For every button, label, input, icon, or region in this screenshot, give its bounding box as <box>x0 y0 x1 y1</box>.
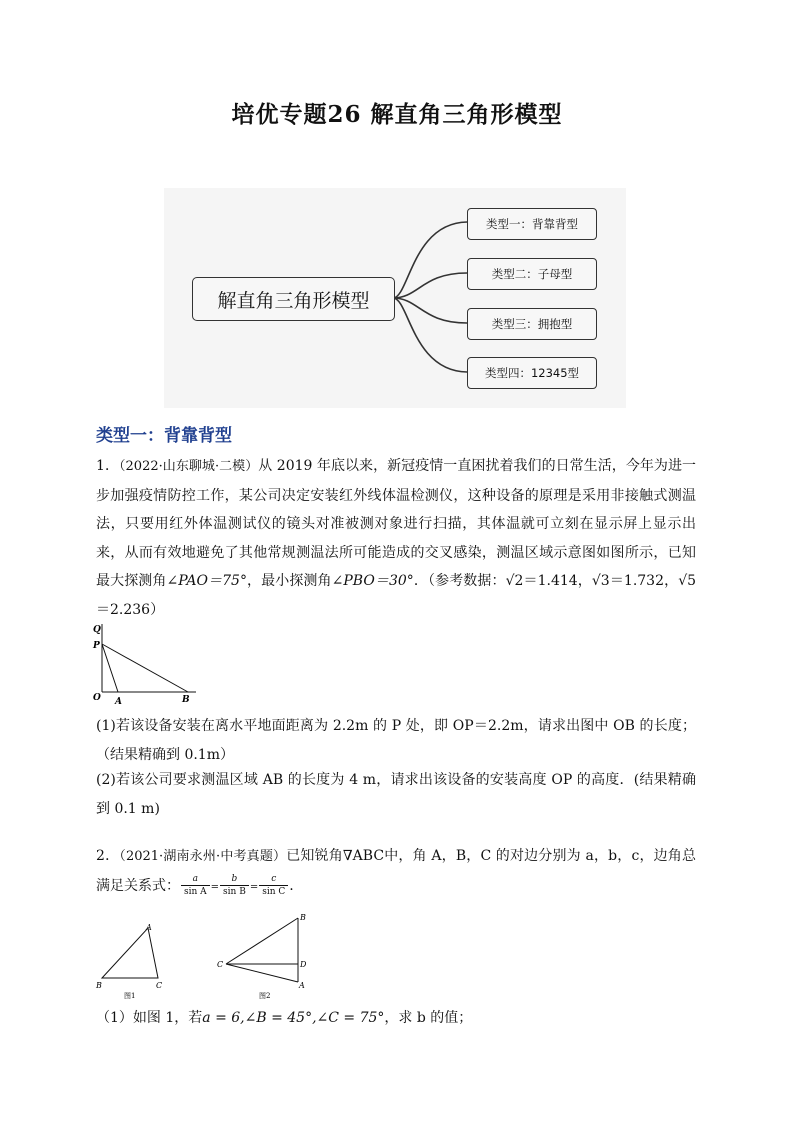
question-body-cont: ，最小探测角 <box>246 573 332 589</box>
formula-equals: = <box>249 881 259 893</box>
question-body: 从 2019 年底以来，新冠疫情一直困扰着我们的日常生活，今年为进一步加强疫情防控工作，某公司决定安装红外线体温检测仪，这种设备的原理是采用非接触式测温法，只要用红外体温测试仪的镜头对准被测对象进行扫描，其体温就可立刻在显示屏上显示出来，从而有效地避免了其他常规测温法所可能造成的交叉感染，测温区域示意图如图所示，已知最大探测角 <box>96 458 696 589</box>
fig1-label-a: A <box>146 923 152 932</box>
page-title: 培优专题26 解直角三角形模型 <box>231 101 563 128</box>
mind-map-branch-4: 类型四：12345型 <box>467 357 597 389</box>
fig1-caption: 图1 <box>124 992 136 1000</box>
question-1-part-2: (2)若该公司要求测温区域 AB 的长度为 4 m，请求出该设备的安装高度 OP 的高度．(结果精确到 0.1 m) <box>96 772 696 817</box>
sqrt5-value: √5＝2.236 <box>96 573 697 618</box>
reference-data-close: ） <box>150 601 165 618</box>
label-a: A <box>115 697 122 705</box>
reference-data-label: ．（参考数据： <box>413 573 506 589</box>
question-2-text <box>96 842 696 902</box>
fig1-label-b: B <box>96 981 102 990</box>
mind-map-root: 解直角三角形模型 <box>192 277 395 321</box>
formula-end: . <box>289 877 294 894</box>
fig2-caption: 图2 <box>259 992 271 1000</box>
question-2-figure-2 <box>212 910 322 1002</box>
fig2-label-a: A <box>299 981 305 990</box>
section-heading-type1: 类型一：背靠背型 <box>96 426 232 446</box>
fig1-label-c: C <box>156 981 163 990</box>
part-1-ask: ，求 b 的值； <box>384 1010 473 1026</box>
label-q: Q <box>93 625 101 635</box>
label-b: B <box>182 695 190 705</box>
sqrt2-value: √2＝1.414 <box>505 573 578 589</box>
mind-map-branch-2: 类型二：子母型 <box>467 258 597 290</box>
angle-pao: ∠PAO＝75° <box>166 573 247 589</box>
question-2-part-1 <box>96 1004 696 1033</box>
sqrt3-value: √3＝1.732 <box>591 573 664 589</box>
question-number: 1． <box>96 458 119 474</box>
question-source: （2022·山东聊城·二模） <box>119 459 259 474</box>
part-1-lead: （1）如图 1，若 <box>96 1010 203 1026</box>
mind-map <box>164 188 626 408</box>
fig2-label-b: B <box>300 913 306 922</box>
formula-c-over-sinc: $\frac{c}{\text{sin C}}$ <box>259 873 288 898</box>
question-number: 2． <box>96 848 120 864</box>
formula-equals: = <box>210 881 220 893</box>
question-2-figure-1 <box>94 920 174 1002</box>
formula-a-over-sina: $\frac{a}{\text{sin A}}$ <box>181 873 210 898</box>
question-1-figure <box>92 620 204 705</box>
mind-map-branch-1: 类型一：背靠背型 <box>467 208 597 240</box>
part-1-condition: a = 6,∠B = 45°,∠C = 75° <box>202 1010 385 1026</box>
question-source: （2021·湖南永州·中考真题） <box>119 849 287 864</box>
fig2-label-c: C <box>217 960 224 969</box>
label-p: P <box>93 641 100 651</box>
formula-b-over-sinb: $\frac{b}{\text{sin B}}$ <box>220 873 249 898</box>
fig2-label-d: D <box>300 960 307 969</box>
question-body: 已知锐角∇ABC中，角 A，B，C 的对边分别为 a，b，c，边角总满足关系式： <box>96 848 696 894</box>
question-1-part-1: (1)若该设备安装在离水平地面距离为 2.2m 的 P 处，即 OP＝2.2m，请求出图中 OB 的长度；（结果精确到 0.1m） <box>96 718 696 763</box>
angle-pbo: ∠PBO＝30° <box>331 573 414 589</box>
mind-map-branch-3: 类型三：拥抱型 <box>467 308 597 340</box>
label-o: O <box>93 693 101 703</box>
question-1-text: 1．（2022·山东聊城·二模）从 2019 年底以来，新冠疫情一直困扰着我们的日常生活，今年为进一步加强疫情防控工作，某公司决定安装红外线体温检测仪，这种设备的原理是采用非接触式测温法，只要用红外体温测试仪的镜头对准被测对象进行扫描，其体温就可立刻在显示屏上显示出来，从而有效地避免了其他常规测温法所可能造成的交叉感染，测温区域示意图如图所示，已知最大探测角∠PAO＝75°，最小探测角∠PBO＝30°．（参考数据：√2＝1.414，√3＝1.732，√5＝2.236） <box>96 458 697 618</box>
